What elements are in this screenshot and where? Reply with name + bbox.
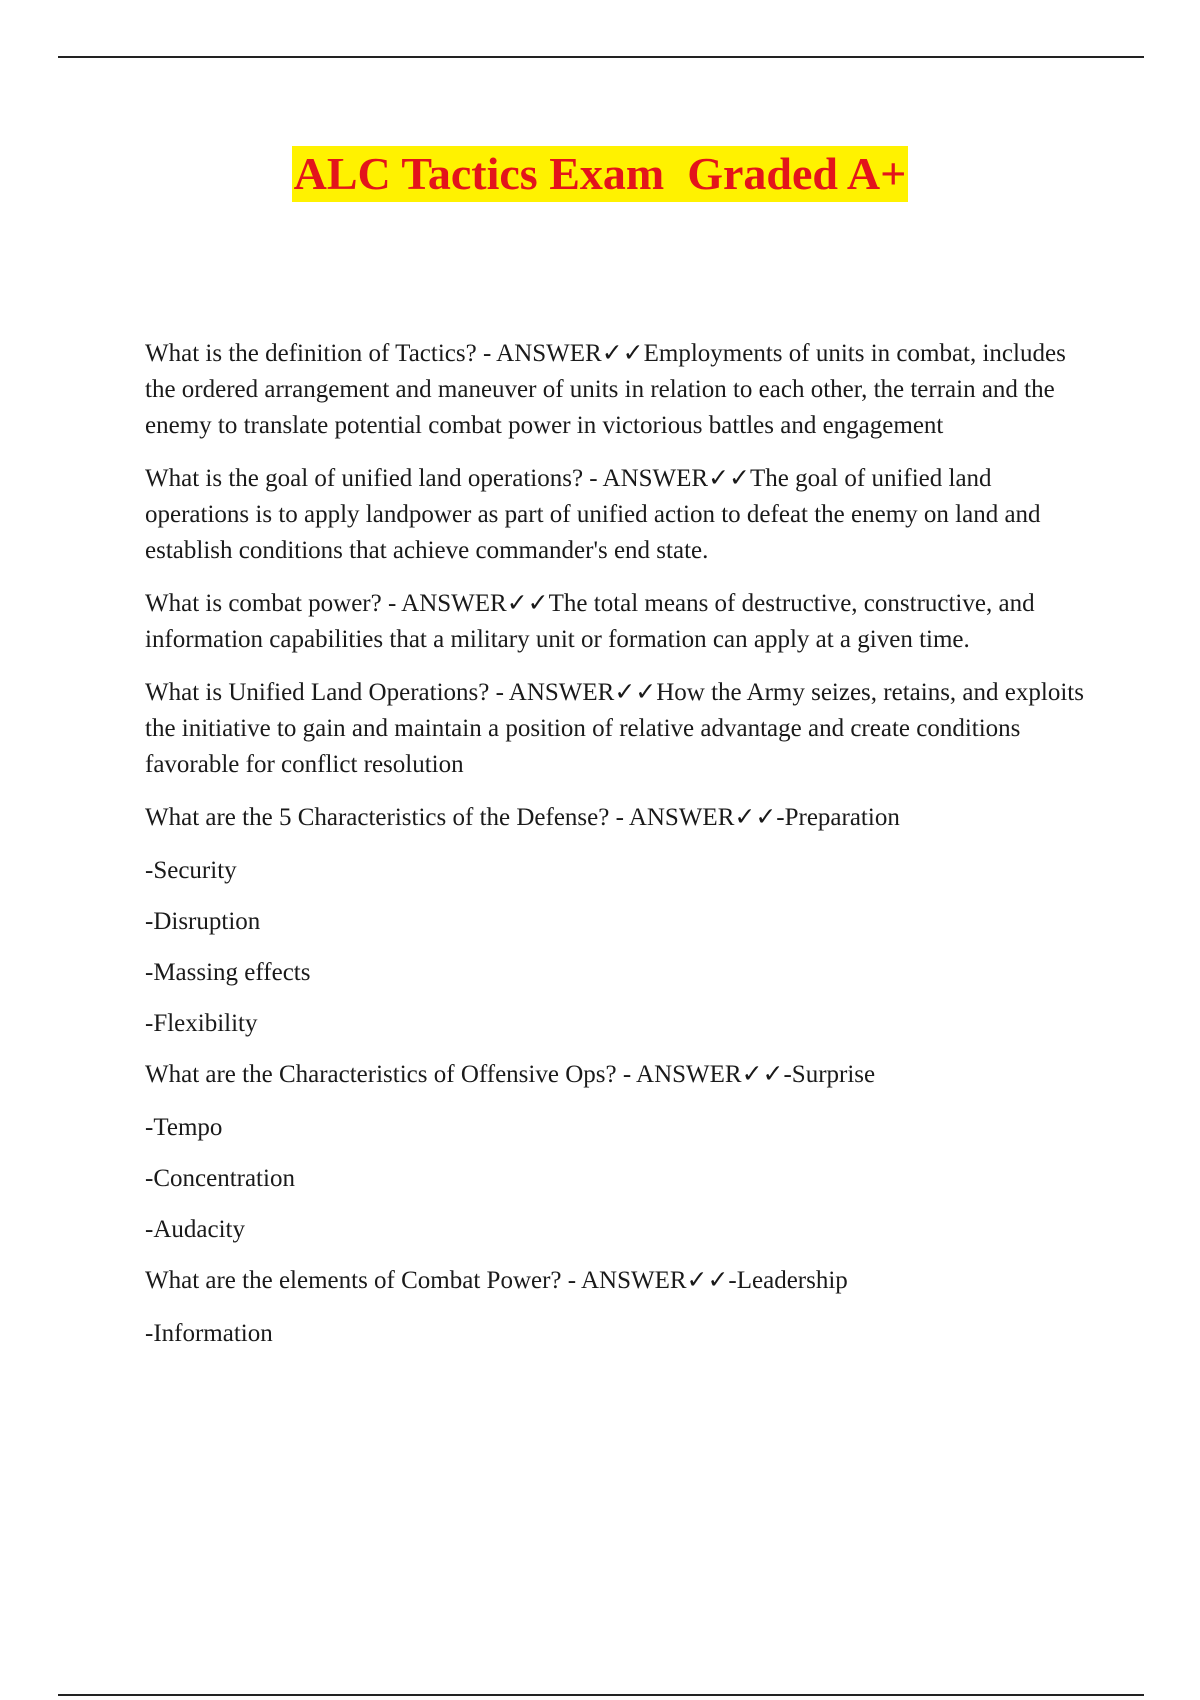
bottom-rule bbox=[58, 1694, 1144, 1696]
list-item: -Disruption bbox=[145, 908, 261, 935]
qa-item bbox=[145, 336, 1095, 444]
answer-marker: ANSWER✓✓ bbox=[580, 1267, 729, 1294]
answer-text: -Preparation bbox=[776, 804, 900, 831]
title-area bbox=[0, 146, 1200, 202]
list-item: -Information bbox=[145, 1320, 273, 1347]
qa-list bbox=[145, 336, 1095, 1367]
answer-text: The goal of unified land operations is to apply landpower as part of unified action to defeat the enemy on land and establish conditions that achieve commander's end state. bbox=[145, 465, 1041, 564]
answer-text: How the Army seizes, retains, and exploits the initiative to gain and maintain a position of relative advantage and create conditions favorable for conflict resolution bbox=[145, 679, 1084, 778]
answer-marker: ANSWER✓✓ bbox=[628, 804, 777, 831]
answer-text: -Leadership bbox=[728, 1267, 848, 1294]
list-item: -Audacity bbox=[145, 1216, 245, 1243]
qa-item bbox=[145, 675, 1095, 783]
answer-marker: ANSWER✓✓ bbox=[508, 679, 657, 706]
qa-item bbox=[145, 800, 1095, 836]
answer-text: -Surprise bbox=[783, 1061, 876, 1088]
answer-marker: ANSWER✓✓ bbox=[636, 1061, 784, 1088]
question-text: What is Unified Land Operations? - bbox=[145, 679, 509, 706]
list-item: -Concentration bbox=[145, 1165, 295, 1192]
question-text: What are the Characteristics of Offensive Ops? - bbox=[145, 1061, 637, 1088]
qa-item bbox=[145, 1057, 1095, 1093]
question-text: What is the goal of unified land operations? - bbox=[145, 465, 603, 492]
qa-item bbox=[145, 461, 1095, 569]
list-item: -Tempo bbox=[145, 1114, 223, 1141]
question-text: What are the elements of Combat Power? - bbox=[145, 1267, 581, 1294]
question-text: What is combat power? - bbox=[145, 590, 402, 617]
top-rule bbox=[58, 56, 1144, 58]
question-text: What is the definition of Tactics? - bbox=[145, 340, 497, 367]
list-item: -Flexibility bbox=[145, 1010, 258, 1037]
list-item: -Massing effects bbox=[145, 959, 311, 986]
answer-marker: ANSWER✓✓ bbox=[602, 465, 750, 492]
list-item: -Security bbox=[145, 857, 237, 884]
answer-marker: ANSWER✓✓ bbox=[496, 340, 644, 367]
qa-item bbox=[145, 586, 1095, 658]
answer-text: Employments of units in combat, includes the ordered arrangement and maneuver of units in relation to each other, the terrain and the enemy to translate potential combat power in victorious battles and engagement bbox=[145, 340, 1066, 439]
page-title: ALC Tactics Exam Graded A+ bbox=[292, 146, 909, 202]
answer-marker: ANSWER✓✓ bbox=[401, 590, 549, 617]
answer-text: The total means of destructive, constructive, and information capabilities that a military unit or formation can apply at a given time. bbox=[145, 590, 1035, 653]
question-text: What are the 5 Characteristics of the Defense? - bbox=[145, 804, 629, 831]
qa-item bbox=[145, 1263, 1095, 1299]
